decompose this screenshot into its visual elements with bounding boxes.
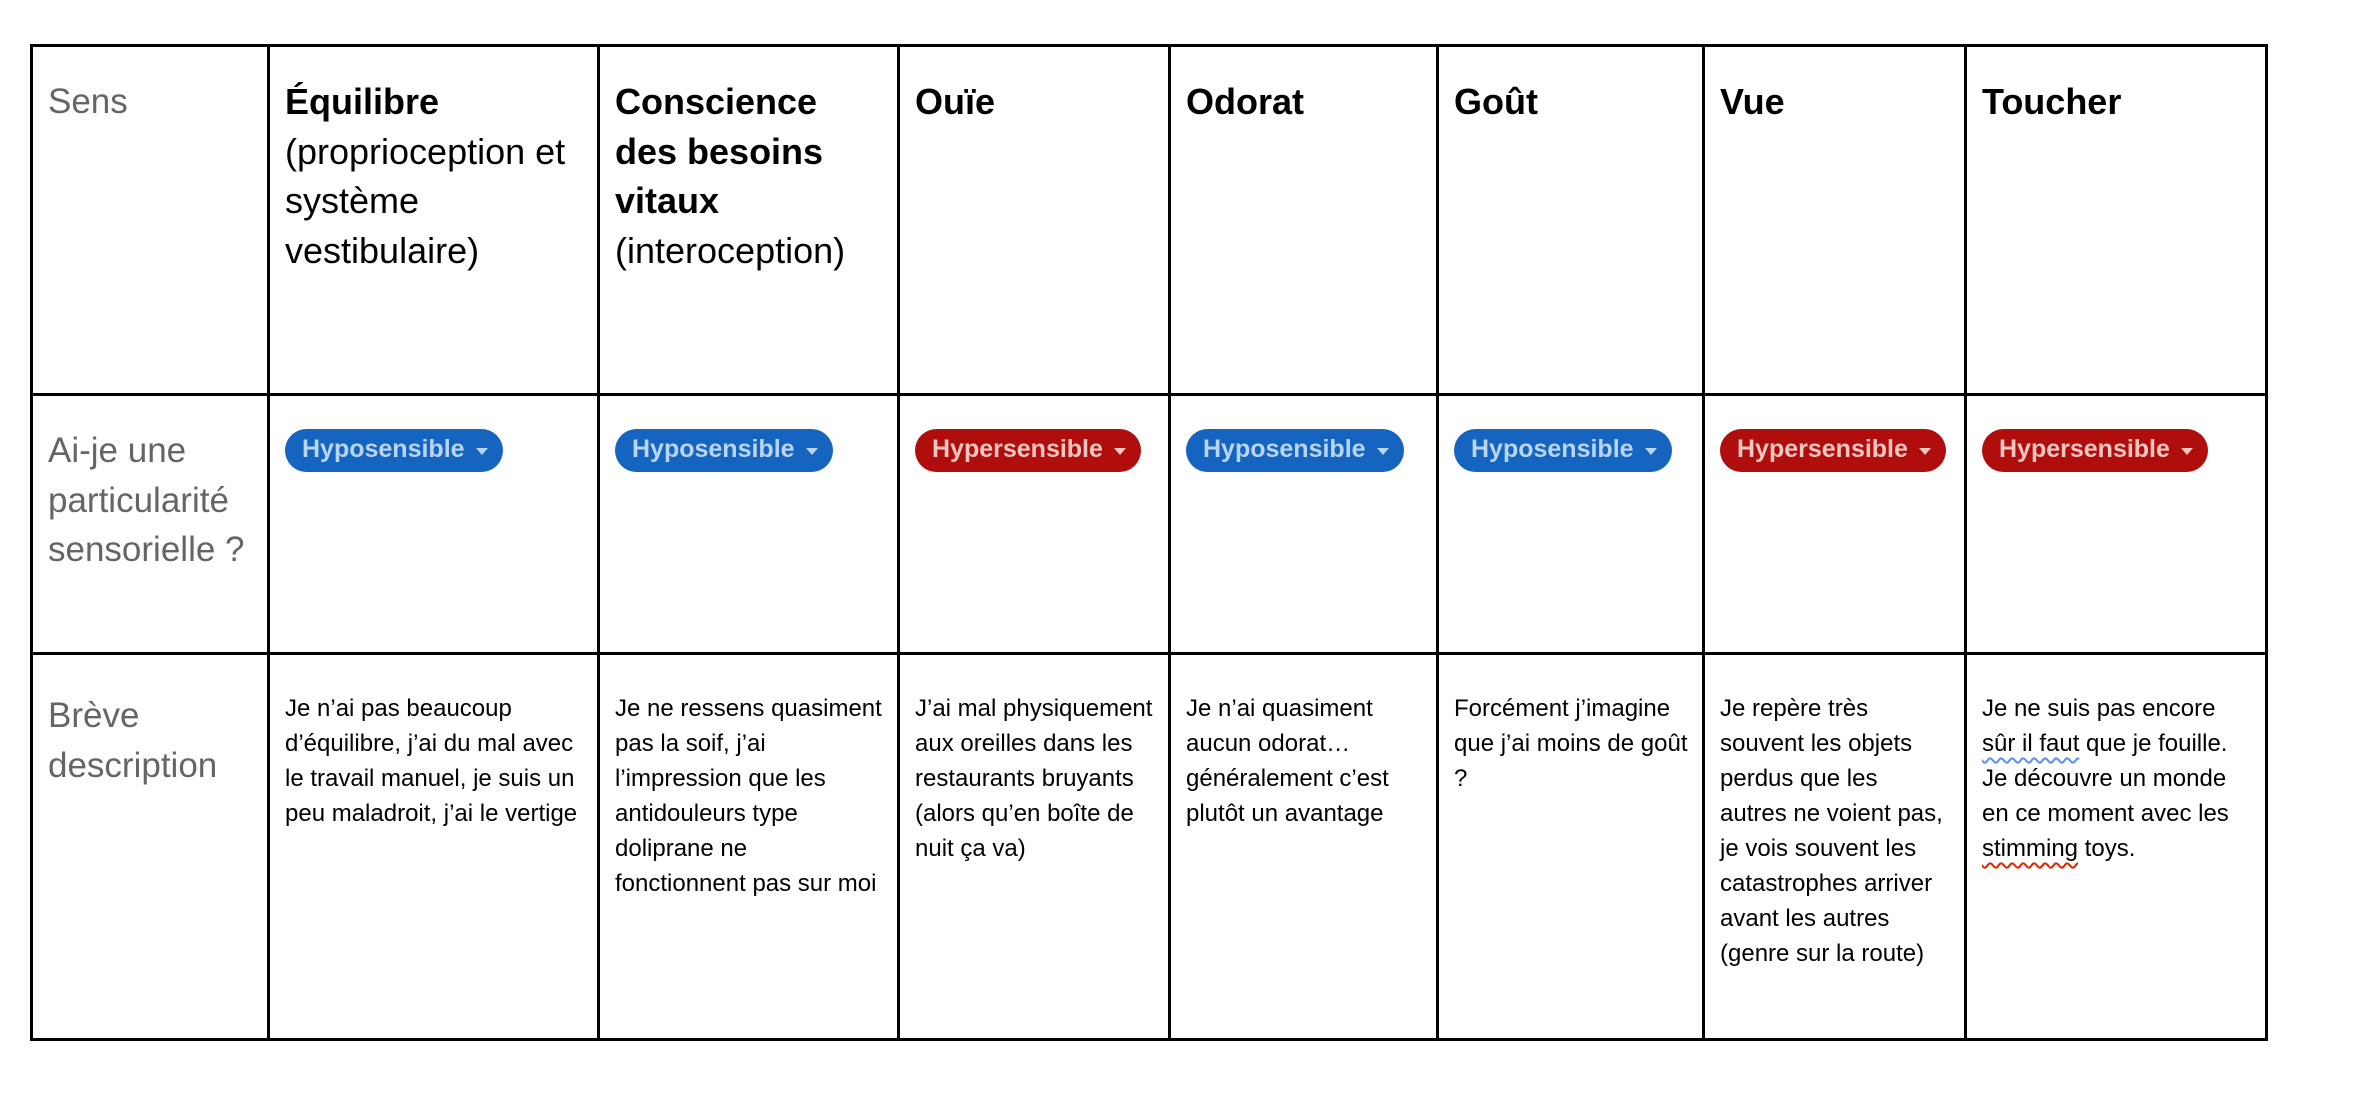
description-text: Forcément j’imagine que j’ai moins de goût ? [1454,695,1688,793]
sensitivity-dropdown-chip[interactable]: Hyposensible [1186,429,1404,472]
header-cell-sens [33,47,270,396]
column-title: Conscience des besoins vitaux [615,81,824,222]
sensitivity-dropdown-chip[interactable]: Hyposensible [285,429,503,472]
column-subtitle: (interoception) [615,230,846,272]
sensitivity-dropdown-chip[interactable]: Hyposensible [1454,429,1672,472]
header-cell-toucher [1967,47,2265,396]
column-title: Vue [1720,81,1785,122]
header-cell-vue [1705,47,1967,396]
dropdown-caret-icon [806,448,818,455]
description-cell-ouie [900,655,1171,1038]
description-text: Je ne suis pas encore sûr il faut que je fouille. Je découvre un monde en ce moment avec les stimming toys. [1982,695,2229,863]
description-cell-conscience [600,655,900,1038]
description-text: J’ai mal physiquement aux oreilles dans les restaurants bruyants (alors qu’en boîte de nuit ça va) [915,695,1153,863]
description-text: Je ne ressens quasiment pas la soif, j’ai l’impression que les antidouleurs type doliprane ne fonctionnent pas sur moi [615,695,882,898]
column-subtitle: (proprioception et système vestibulaire) [285,130,566,272]
description-cell-odorat [1171,655,1439,1038]
dropdown-caret-icon [1114,448,1126,455]
grammar-underline-text: sûr il faut [1982,730,2080,758]
description-cell-equilibre [270,655,600,1038]
sensitivity-cell-odorat [1171,396,1439,655]
sensitivity-cell-gout [1439,396,1705,655]
sensitivity-cell-conscience [600,396,900,655]
sensitivity-cell-toucher [1967,396,2265,655]
column-title: Équilibre [285,81,440,122]
dropdown-caret-icon [1377,448,1389,455]
spellcheck-underline-text: stimming [1982,835,2079,863]
header-cell-conscience [600,47,900,396]
sensitivity-cell-vue [1705,396,1967,655]
sensitivity-dropdown-chip[interactable]: Hypersensible [915,429,1141,472]
description-text: Je n’ai quasiment aucun odorat… généralement c’est plutôt un avantage [1186,695,1389,828]
sensitivity-cell-ouie [900,396,1171,655]
dropdown-caret-icon [476,448,488,455]
sensitivity-cell-equilibre [270,396,600,655]
sensitivity-dropdown-chip[interactable]: Hypersensible [1720,429,1946,472]
dropdown-caret-icon [2181,448,2193,455]
header-cell-odorat [1171,47,1439,396]
column-title: Odorat [1186,81,1305,122]
header-cell-equilibre [270,47,600,396]
column-title: Goût [1454,81,1538,122]
column-title: Ouïe [915,81,996,122]
description-cell-toucher [1967,655,2265,1038]
row-label-description: Brève description [33,655,270,1038]
column-title: Toucher [1982,81,2122,122]
dropdown-caret-icon [1919,448,1931,455]
sensitivity-dropdown-chip[interactable]: Hyposensible [615,429,833,472]
description-text: Je repère très souvent les objets perdus que les autres ne voient pas, je vois souvent les catastrophes arriver avant les autres (genre sur la route) [1720,695,1943,968]
row-label-sensitivity: Ai-je une particularité sensorielle ? [33,396,270,655]
description-cell-gout [1439,655,1705,1038]
sensitivity-dropdown-chip[interactable]: Hypersensible [1982,429,2208,472]
dropdown-caret-icon [1645,448,1657,455]
table-corner-label: Sens [48,82,128,121]
description-cell-vue [1705,655,1967,1038]
header-cell-gout [1439,47,1705,396]
sensory-table [30,44,2268,1041]
description-text: Je n’ai pas beaucoup d’équilibre, j’ai du mal avec le travail manuel, je suis un peu maladroit, j’ai le vertige [285,695,578,828]
header-cell-ouie [900,47,1171,396]
